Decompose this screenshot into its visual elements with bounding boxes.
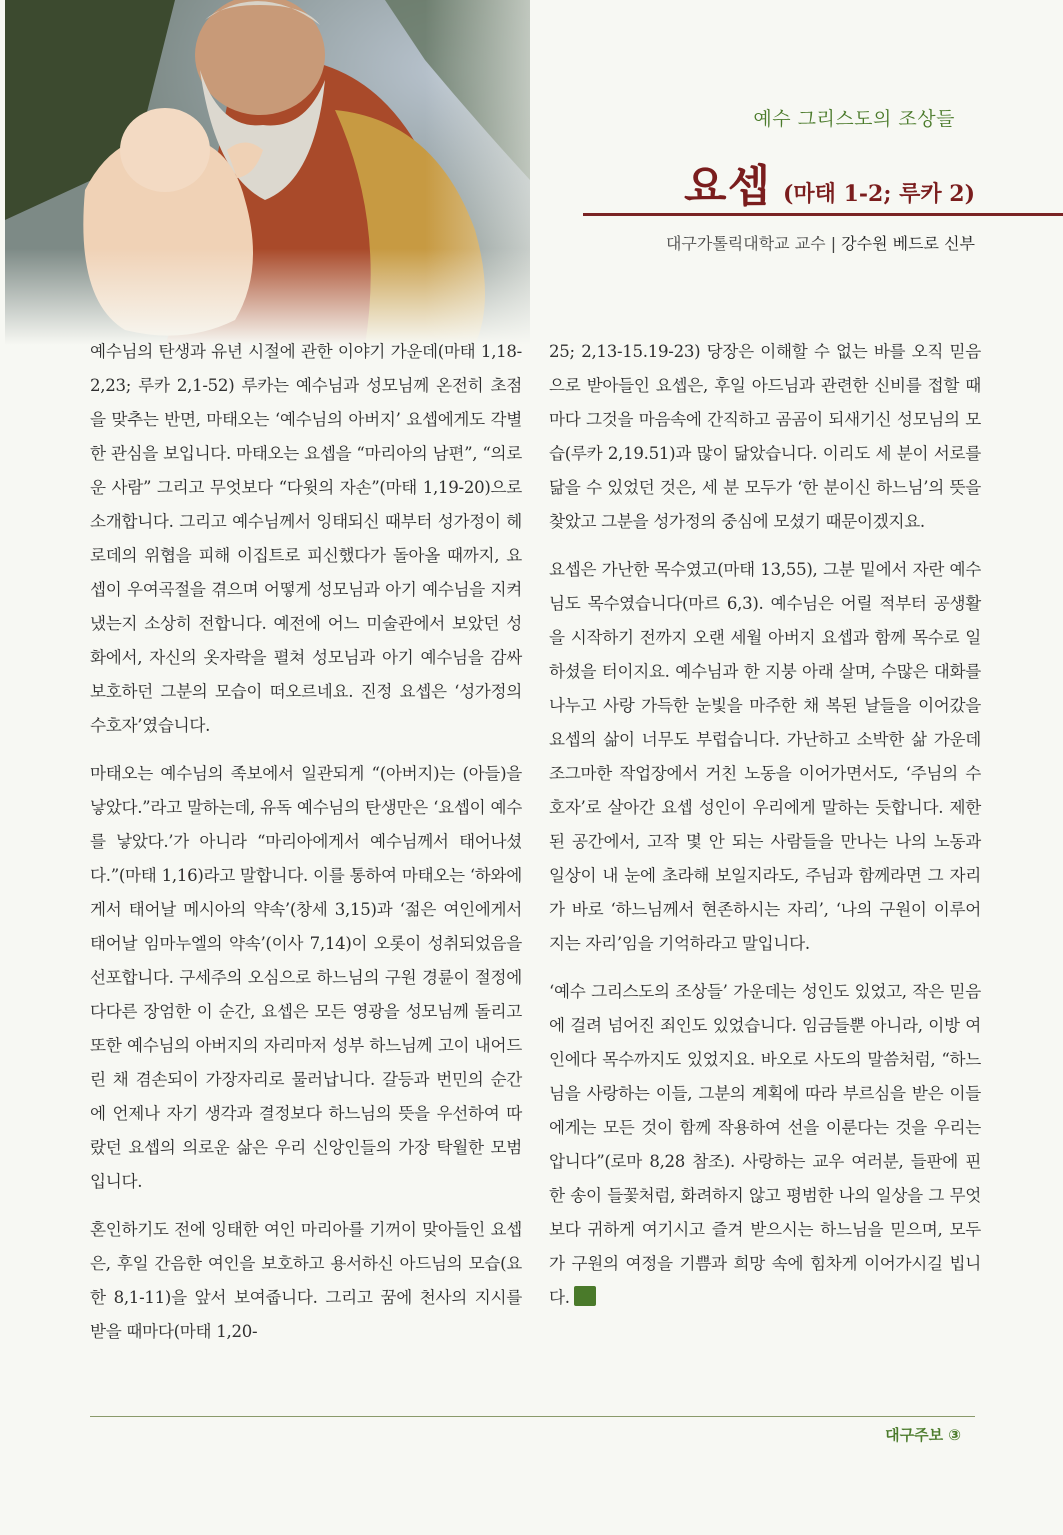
footer-divider	[90, 1416, 975, 1417]
paragraph: 예수님의 탄생과 유년 시절에 관한 이야기 가운데(마태 1,18-2,23; 루카 2,1-52) 루카는 예수님과 성모님께 온전히 초점을 맞추는 반면, 마태오는 ‘예수님의 아버지’ 요셉에게도 각별한 관심을 보입니다. 마태오는 요셉을 “마리아의 남편”, “의로운 사람” 그리고 무엇보다 “다윗의 자손”(마태 1,19-20)으로 소개합니다. 그리고 예수님께서 잉태되신 때부터 성가정이 헤로데의 위협을 피해 이집트로 피신했다가 돌아올 때까지, 요셉이 우여곡절을 겪으며 어떻게 성모님과 아기 예수님을 지켜냈는지 소상히 전합니다. 예전에 어느 미술관에서 보았던 성화에서, 자신의 옷자락을 펼쳐 성모님과 아기 예수님을 감싸 보호하던 그분의 모습이 떠오르네요. 진정 요셉은 ‘성가정의 수호자’였습니다.	[90, 342, 522, 735]
paragraph: 마태오는 예수님의 족보에서 일관되게 “(아버지)는 (아들)을 낳았다.”라고 말하는데, 유독 예수님의 탄생만은 ‘요셉이 예수를 낳았다.’가 아니라 “마리아에게서 예수님께서 태어나셨다.”(마태 1,16)라고 말합니다. 이를 통하여 마태오는 ‘하와에게서 태어날 메시아의 약속’(창세 3,15)과 ‘젊은 여인에게서 태어날 임마누엘의 약속’(이사 7,14)이 오롯이 성취되었음을 선포합니다. 구세주의 오심으로 하느님의 구원 경륜이 절정에 다다른 장엄한 이 순간, 요셉은 모든 영광을 성모님께 돌리고 또한 예수님의 아버지의 자리마저 성부 하느님께 고이 내어드린 채 겸손되이 가장자리로 물러납니다. 갈등과 번민의 순간에 언제나 자기 생각과 결정보다 하느님의 뜻을 우선하여 따랐던 요셉의 의로운 삶은 우리 신앙인들의 가장 탁월한 모범입니다.	[90, 764, 522, 1191]
author-line	[666, 231, 975, 254]
title-divider	[583, 213, 1063, 216]
title-main: 요셉	[684, 161, 772, 212]
right-column	[549, 335, 981, 1329]
ending-mark-icon	[574, 1286, 596, 1306]
paragraph: 혼인하기도 전에 잉태한 여인 마리아를 기꺼이 맞아들인 요셉은, 후일 간음한 여인을 보호하고 용서하신 아드님의 모습(요한 8,1-11)을 앞서 보여줍니다. 그리고 꿈에 천사의 지시를 받을 때마다(마태 1,20-	[90, 1220, 522, 1341]
paragraph-text: ‘예수 그리스도의 조상들’ 가운데는 성인도 있었고, 작은 믿음에 걸려 넘어진 죄인도 있었습니다. 임금들뿐 아니라, 이방 여인에다 목수까지도 있었지요. 바오로 사도의 말씀처럼, “하느님을 사랑하는 이들, 그분의 계획에 따라 부르심을 받은 이들에게는 모든 것이 함께 작용하여 선을 이룬다는 것을 우리는 압니다”(로마 8,28 참조). 사랑하는 교우 여러분, 들판에 핀 한 송이 들꽃처럼, 화려하지 않고 평범한 나의 일상을 그 무엇보다 귀하게 여기시고 즐겨 받으시는 하느님을 믿으며, 모두가 구원의 여정을 기쁨과 희망 속에 힘차게 이어가시길 빕니다.	[549, 982, 981, 1307]
series-title: 예수 그리스도의 조상들	[753, 108, 955, 130]
painting-joseph-and-child	[5, 0, 530, 345]
paragraph-last	[549, 975, 981, 1315]
author-affiliation: 대구가톨릭대학교 교수 |	[665, 234, 837, 253]
article-title	[684, 150, 975, 214]
author-name: 강수원 베드로 신부	[836, 234, 975, 253]
painting-illustration	[5, 0, 530, 345]
paragraph: 요셉은 가난한 목수였고(마태 13,55), 그분 밑에서 자란 예수님도 목수였습니다(마르 6,3). 예수님은 어릴 적부터 공생활을 시작하기 전까지 오랜 세월 아버지 요셉과 함께 목수로 일하셨을 터이지요. 예수님과 한 지붕 아래 살며, 수많은 대화를 나누고 사랑 가득한 눈빛을 마주한 채 복된 날들을 이어갔을 요셉의 삶이 너무도 부럽습니다. 가난하고 소박한 삶 가운데 조그마한 작업장에서 거친 노동을 이어가면서도, ‘주님의 수호자’로 살아간 요셉 성인이 우리에게 말하는 듯합니다. 제한된 공간에서, 고작 몇 안 되는 사람들을 만나는 나의 노동과 일상이 내 눈에 초라해 보일지라도, 주님과 함께라면 그 자리가 바로 ‘하느님께서 현존하시는 자리’, ‘나의 구원이 이루어지는 자리’임을 기억하라고 말입니다.	[549, 560, 981, 953]
page-label: 대구주보 ③	[885, 1426, 961, 1444]
paragraph: 25; 2,13-15.19-23) 당장은 이해할 수 없는 바를 오직 믿음으로 받아들인 요셉은, 후일 아드님과 관련한 신비를 접할 때마다 그것을 마음속에 간직하고 곰곰이 되새기신 성모님의 모습(루카 2,19.51)과 많이 닮았습니다. 이리도 세 분이 서로를 닮을 수 있었던 것은, 세 분 모두가 ‘한 분이신 하느님’의 뜻을 찾았고 그분을 성가정의 중심에 모셨기 때문이겠지요.	[549, 342, 981, 531]
title-reference: (마태 1-2; 루카 2)	[783, 181, 975, 207]
left-column	[90, 335, 522, 1363]
